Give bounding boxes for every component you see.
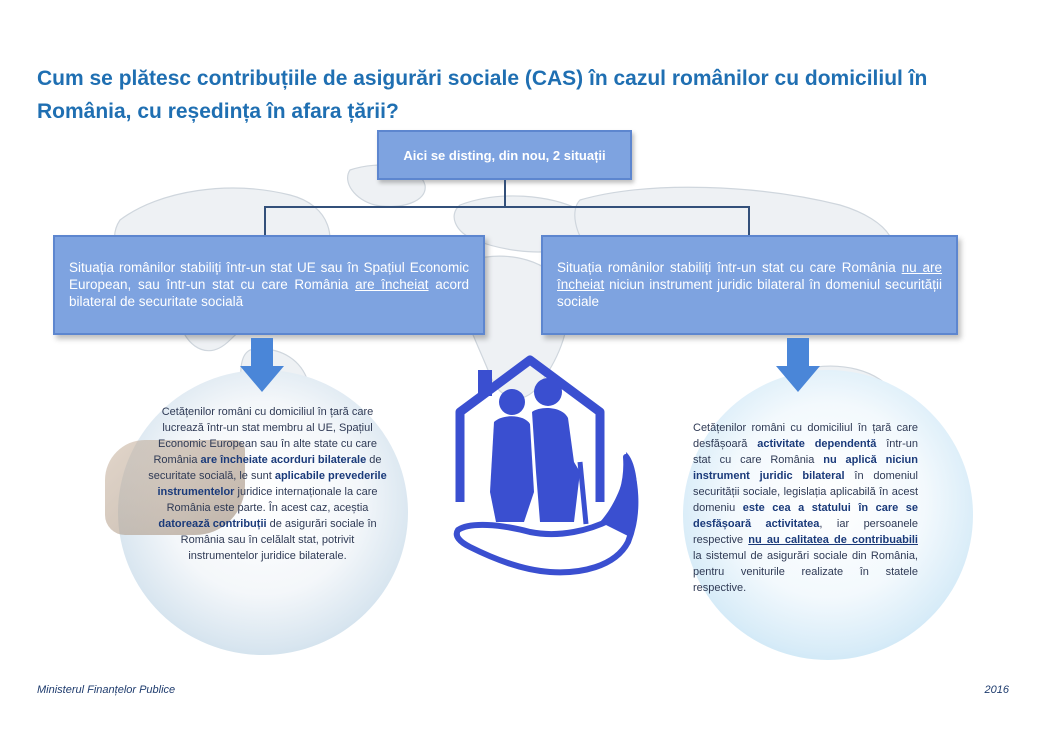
left-card-text xyxy=(145,404,390,564)
top-box: Aici se disting, din nou, 2 situații xyxy=(377,130,632,180)
left-card-t2: de securitate socială, le sunt xyxy=(148,454,382,482)
right-card-b3: este cea a statului în care se desfășoară activitatea xyxy=(693,502,918,530)
situation-box-left xyxy=(53,235,485,335)
right-card-b1: activitate dependentă xyxy=(757,438,877,450)
right-box-underlined: nu are încheiat xyxy=(557,260,943,292)
left-card-b1: are încheiate acorduri bilaterale xyxy=(200,454,367,466)
right-card-text xyxy=(693,420,918,596)
left-card-t3: juridice internaționale la care România este parte. În acest caz, aceștia xyxy=(166,486,378,514)
page-title: Cum se plătesc contribuțiile de asigurări sociale (CAS) în cazul românilor cu domiciliul în România, cu reședința în afara țării? xyxy=(37,67,928,123)
right-card-t2: într-un stat cu care România xyxy=(693,438,918,466)
connector-right-drop xyxy=(748,206,750,236)
footer-ministry: Ministerul Finanțelor Publice xyxy=(37,684,176,696)
right-card-t3: în domeniul securității sociale, legislația aplicabilă în acest domeniu xyxy=(693,470,918,514)
right-card-b2: nu aplică niciun instrument juridic bilateral xyxy=(693,454,918,482)
arrow-down-right-icon xyxy=(776,338,820,392)
arrow-down-left-icon xyxy=(240,338,284,392)
right-card-t4: , iar persoanele respective xyxy=(693,518,918,546)
right-box-text-1: Situația românilor stabiliți într-un stat cu care România xyxy=(557,260,902,275)
left-card-b3: datorează contribuții xyxy=(158,518,267,530)
left-card-t4: de asigurări sociale în România sau în celălalt stat, potrivit instrumentelor juridice bilaterale. xyxy=(180,518,377,562)
right-card-b4: nu au calitatea de contribuabili xyxy=(748,534,918,546)
left-box-text-1: Situația românilor stabiliți într-un stat UE sau în Spațiul Economic European, sau într-un stat cu care România xyxy=(69,260,469,292)
left-card-t1: Cetățenilor români cu domiciliul în țară care lucrează într-un stat membru al UE, Spațiul Economic European sau în alte state cu care România xyxy=(153,406,377,466)
situation-box-right xyxy=(541,235,958,335)
house-elderly-couple-hand-icon xyxy=(450,352,640,584)
right-card-t5: la sistemul de asigurări sociale din România, pentru veniturile realizate în statele respective. xyxy=(693,550,918,594)
left-box-underlined: are încheiat xyxy=(355,277,429,292)
right-box-text-2: niciun instrument juridic bilateral în domeniul securității sociale xyxy=(557,277,942,309)
connector-vertical-top xyxy=(504,180,506,207)
connector-horizontal xyxy=(264,206,750,208)
footer-year: 2016 xyxy=(984,684,1009,696)
left-box-text-2: acord bilateral de securitate socială xyxy=(69,277,469,309)
left-card-b2: aplicabile prevederile instrumentelor xyxy=(157,470,387,498)
right-card-t1: Cetățenilor români cu domiciliul în țară care desfășoară xyxy=(693,422,918,450)
connector-left-drop xyxy=(264,206,266,236)
